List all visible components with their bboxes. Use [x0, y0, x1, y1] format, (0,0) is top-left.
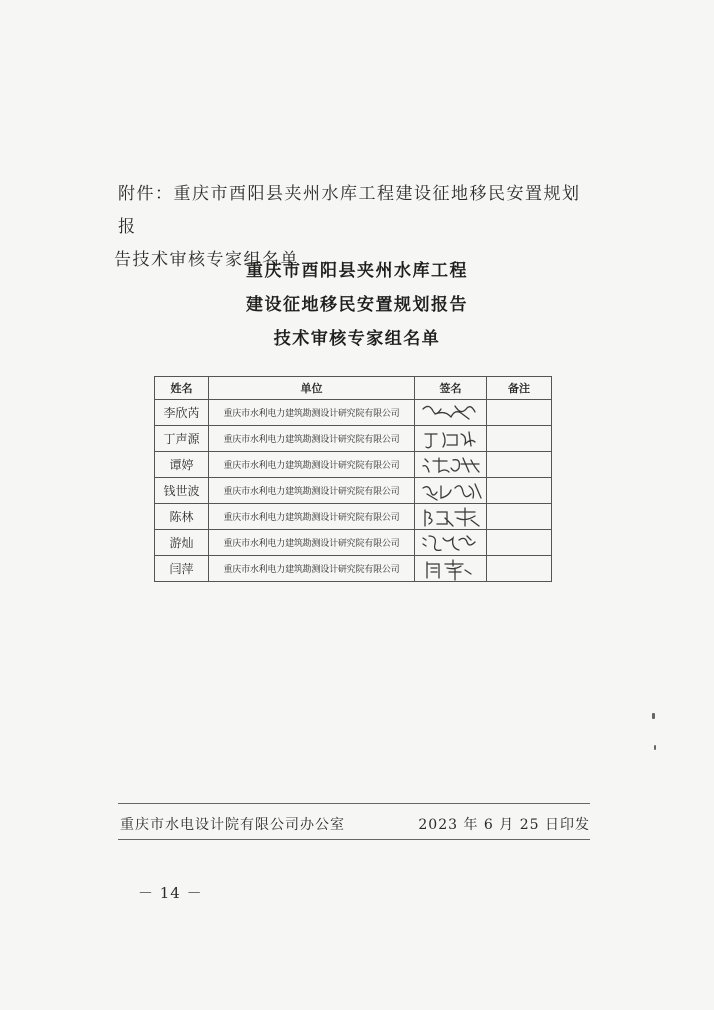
page-number: － 14 －	[138, 884, 203, 902]
attachment-line-1: 附件：重庆市酉阳县夹州水库工程建设征地移民安置规划报	[118, 184, 581, 237]
header-unit: 单位	[209, 377, 415, 400]
handwritten-signature	[415, 530, 487, 555]
handwritten-signature	[415, 504, 487, 529]
expert-unit: 重庆市水利电力建筑勘测设计研究院有限公司	[209, 400, 415, 426]
table-row	[155, 426, 552, 452]
expert-name: 游灿	[155, 530, 209, 556]
handwritten-signature	[415, 426, 487, 451]
expert-name: 陈林	[155, 504, 209, 530]
handwritten-signature	[415, 478, 487, 503]
signature-cell	[415, 426, 487, 452]
header-signature: 签名	[415, 377, 487, 400]
footer-bottom-rule	[118, 839, 590, 840]
expert-remark	[487, 530, 552, 556]
expert-unit: 重庆市水利电力建筑勘测设计研究院有限公司	[209, 452, 415, 478]
expert-remark	[487, 452, 552, 478]
expert-name: 李欣芮	[155, 400, 209, 426]
expert-name: 闫萍	[155, 556, 209, 582]
title-line-3: 技术审核专家组名单	[273, 329, 441, 349]
scan-speck	[652, 713, 655, 719]
signature-cell	[415, 504, 487, 530]
expert-unit: 重庆市水利电力建筑勘测设计研究院有限公司	[209, 426, 415, 452]
table-row	[155, 504, 552, 530]
expert-remark	[487, 478, 552, 504]
table-row	[155, 556, 552, 582]
handwritten-signature	[415, 400, 487, 425]
expert-table	[154, 376, 552, 582]
header-name: 姓名	[155, 377, 209, 400]
expert-unit: 重庆市水利电力建筑勘测设计研究院有限公司	[209, 504, 415, 530]
issuing-office: 重庆市水电设计院有限公司办公室	[120, 817, 345, 833]
table-row	[155, 452, 552, 478]
expert-remark	[487, 426, 552, 452]
expert-name: 丁声源	[155, 426, 209, 452]
attachment-line-2: 告技术审核专家组名单	[114, 250, 299, 270]
expert-remark	[487, 504, 552, 530]
expert-remark	[487, 400, 552, 426]
table-row	[155, 530, 552, 556]
handwritten-signature	[415, 556, 487, 581]
expert-name: 谭婷	[155, 452, 209, 478]
handwritten-signature	[415, 452, 487, 477]
expert-name: 钱世波	[155, 478, 209, 504]
scan-speck	[654, 745, 656, 750]
signature-cell	[415, 452, 487, 478]
title-line-2: 建设征地移民安置规划报告	[246, 295, 468, 315]
footer-top-rule	[118, 803, 590, 804]
signature-cell	[415, 530, 487, 556]
expert-unit: 重庆市水利电力建筑勘测设计研究院有限公司	[209, 530, 415, 556]
table-row	[155, 478, 552, 504]
signature-cell	[415, 556, 487, 582]
expert-unit: 重庆市水利电力建筑勘测设计研究院有限公司	[209, 556, 415, 582]
signature-cell	[415, 400, 487, 426]
signature-cell	[415, 478, 487, 504]
title-line-1: 重庆市酉阳县夹州水库工程	[246, 261, 468, 281]
expert-remark	[487, 556, 552, 582]
header-remark: 备注	[487, 377, 552, 400]
table-header-row	[155, 377, 552, 400]
issue-date: 2023 年 6 月 25 日印发	[418, 817, 590, 833]
expert-unit: 重庆市水利电力建筑勘测设计研究院有限公司	[209, 478, 415, 504]
table-row	[155, 400, 552, 426]
